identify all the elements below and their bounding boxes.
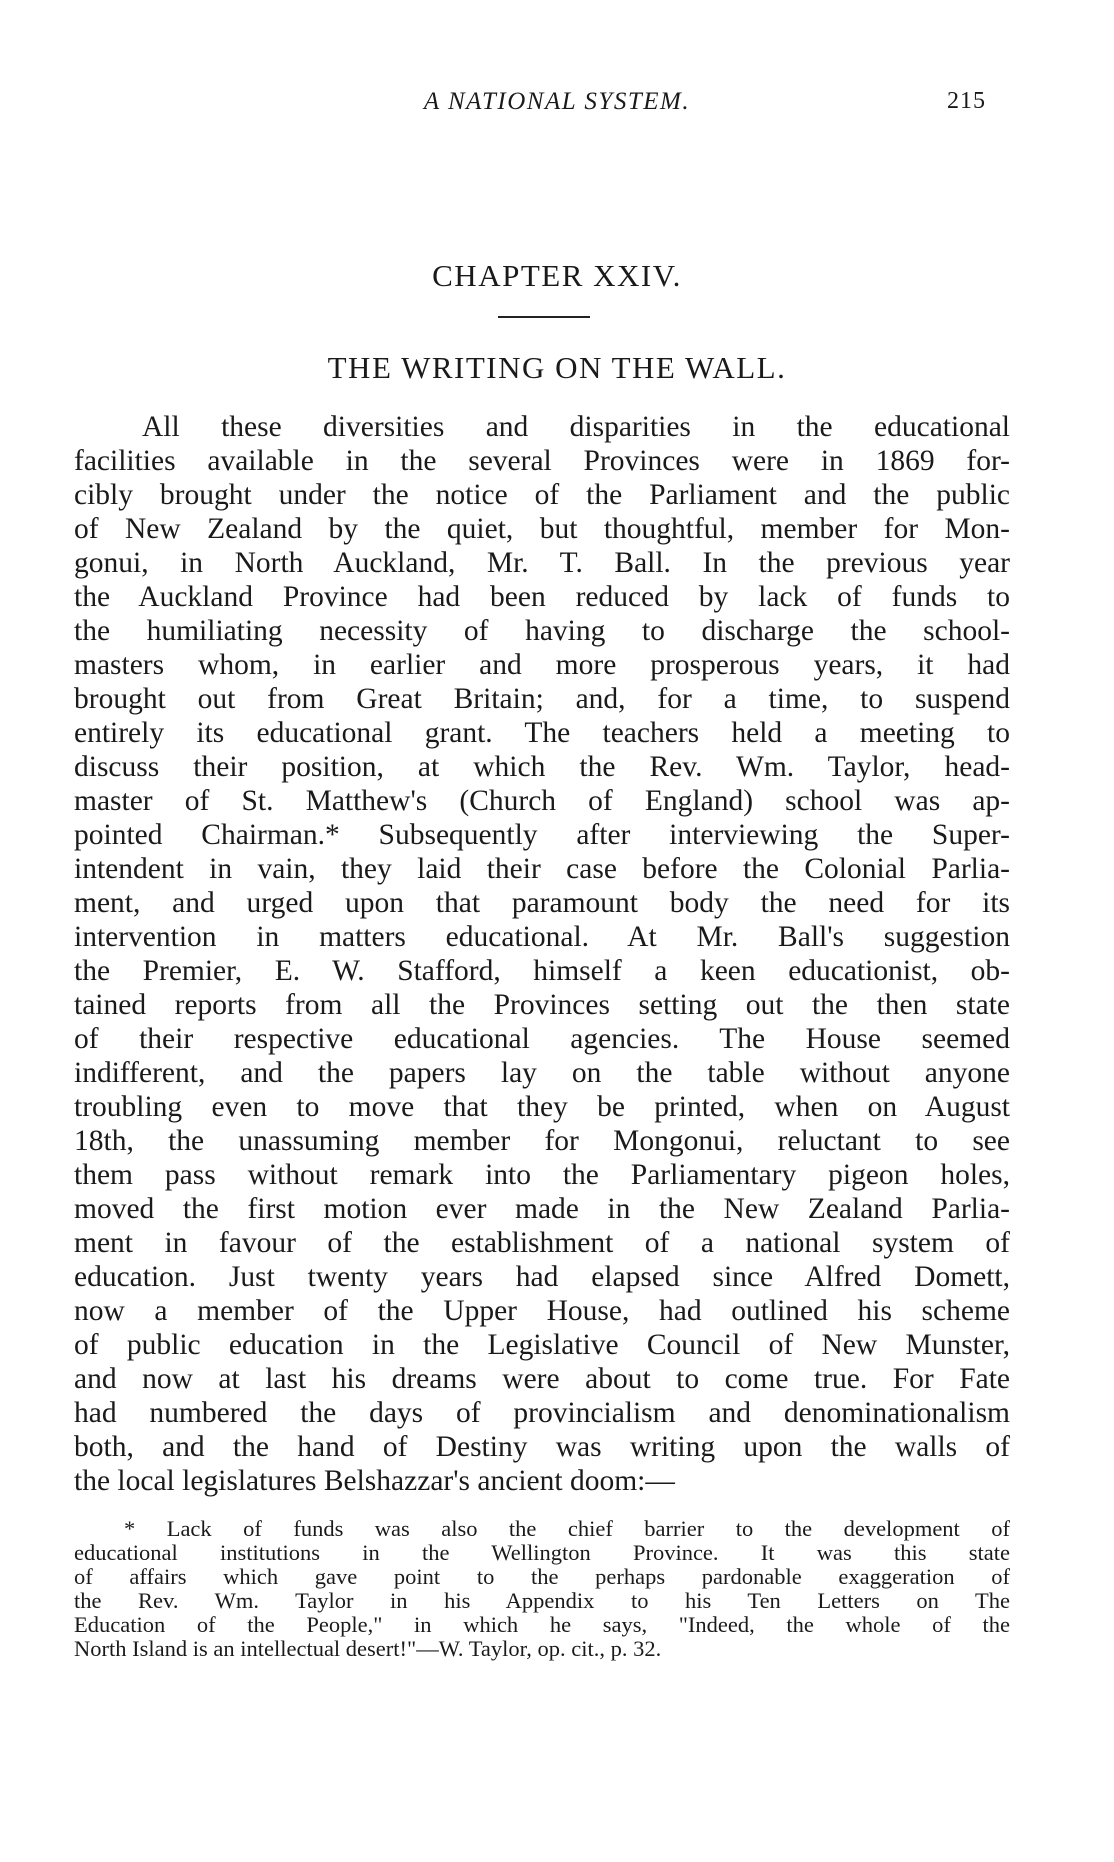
page-number: 215 xyxy=(947,88,986,114)
body-line: troubling even to move that they be printed, when on August xyxy=(74,1091,1010,1123)
running-head xyxy=(0,88,1114,118)
body-line: had numbered the days of provincialism and denominationalism xyxy=(74,1397,1010,1429)
body-line: 18th, the unassuming member for Mongonui, reluctant to see xyxy=(74,1125,1010,1157)
body-line: intendent in vain, they laid their case before the Colonial Parlia- xyxy=(74,853,1010,885)
body-paragraph xyxy=(74,410,1010,1498)
body-line: ment in favour of the establishment of a national system of xyxy=(74,1227,1010,1259)
body-line: the local legislatures Belshazzar's ancient doom:— xyxy=(74,1465,675,1497)
body-line: now a member of the Upper House, had outlined his scheme xyxy=(74,1295,1010,1327)
body-line: and now at last his dreams were about to come true. For Fate xyxy=(74,1363,1010,1395)
body-line: the Auckland Province had been reduced by lack of funds to xyxy=(74,581,1010,613)
body-line: them pass without remark into the Parliamentary pigeon holes, xyxy=(74,1159,1010,1191)
body-line: master of St. Matthew's (Church of England) school was ap- xyxy=(74,785,1010,817)
body-line: masters whom, in earlier and more prosperous years, it had xyxy=(74,649,1010,681)
body-line: of New Zealand by the quiet, but thoughtful, member for Mon- xyxy=(74,513,1010,545)
footnote xyxy=(74,1517,1010,1661)
footnote-line: of affairs which gave point to the perhaps pardonable exaggeration of xyxy=(74,1564,1010,1589)
body-line: of their respective educational agencies. The House seemed xyxy=(74,1023,1010,1055)
footnote-line: educational institutions in the Wellington Province. It was this state xyxy=(74,1540,1010,1565)
body-line: the humiliating necessity of having to discharge the school- xyxy=(74,615,1010,647)
body-line: gonui, in North Auckland, Mr. T. Ball. In the previous year xyxy=(74,547,1010,579)
body-line: pointed Chairman.* Subsequently after interviewing the Super- xyxy=(74,819,1010,851)
running-title: A NATIONAL SYSTEM. xyxy=(423,88,691,115)
body-line: intervention in matters educational. At Mr. Ball's suggestion xyxy=(74,921,1010,953)
body-line: tained reports from all the Provinces setting out the then state xyxy=(74,989,1010,1021)
chapter-divider-rule xyxy=(498,316,590,318)
body-line: the Premier, E. W. Stafford, himself a keen educationist, ob- xyxy=(74,955,1010,987)
body-line: discuss their position, at which the Rev. Wm. Taylor, head- xyxy=(74,751,1010,783)
body-line: education. Just twenty years had elapsed since Alfred Domett, xyxy=(74,1261,1010,1293)
body-line: All these diversities and disparities in the educational xyxy=(142,411,1010,443)
footnote-line: Education of the People," in which he says, "Indeed, the whole of the xyxy=(74,1612,1010,1637)
footnote-line: North Island is an intellectual desert!"—W. Taylor, op. cit., p. 32. xyxy=(74,1636,662,1661)
chapter-title: THE WRITING ON THE WALL. xyxy=(327,350,787,385)
body-line: moved the first motion ever made in the New Zealand Parlia- xyxy=(74,1193,1010,1225)
body-line: entirely its educational grant. The teachers held a meeting to xyxy=(74,717,1010,749)
footnote-line: the Rev. Wm. Taylor in his Appendix to his Ten Letters on The xyxy=(74,1588,1010,1613)
body-line: of public education in the Legislative Council of New Munster, xyxy=(74,1329,1010,1361)
body-line: cibly brought under the notice of the Parliament and the public xyxy=(74,479,1010,511)
body-line: both, and the hand of Destiny was writing upon the walls of xyxy=(74,1431,1010,1463)
body-line: facilities available in the several Provinces were in 1869 for- xyxy=(74,445,1010,477)
body-line: indifferent, and the papers lay on the table without anyone xyxy=(74,1057,1010,1089)
body-line: ment, and urged upon that paramount body the need for its xyxy=(74,887,1010,919)
footnote-line: * Lack of funds was also the chief barrier to the development of xyxy=(124,1516,1010,1541)
chapter-label: CHAPTER XXIV. xyxy=(432,258,682,293)
body-line: brought out from Great Britain; and, for a time, to suspend xyxy=(74,683,1010,715)
